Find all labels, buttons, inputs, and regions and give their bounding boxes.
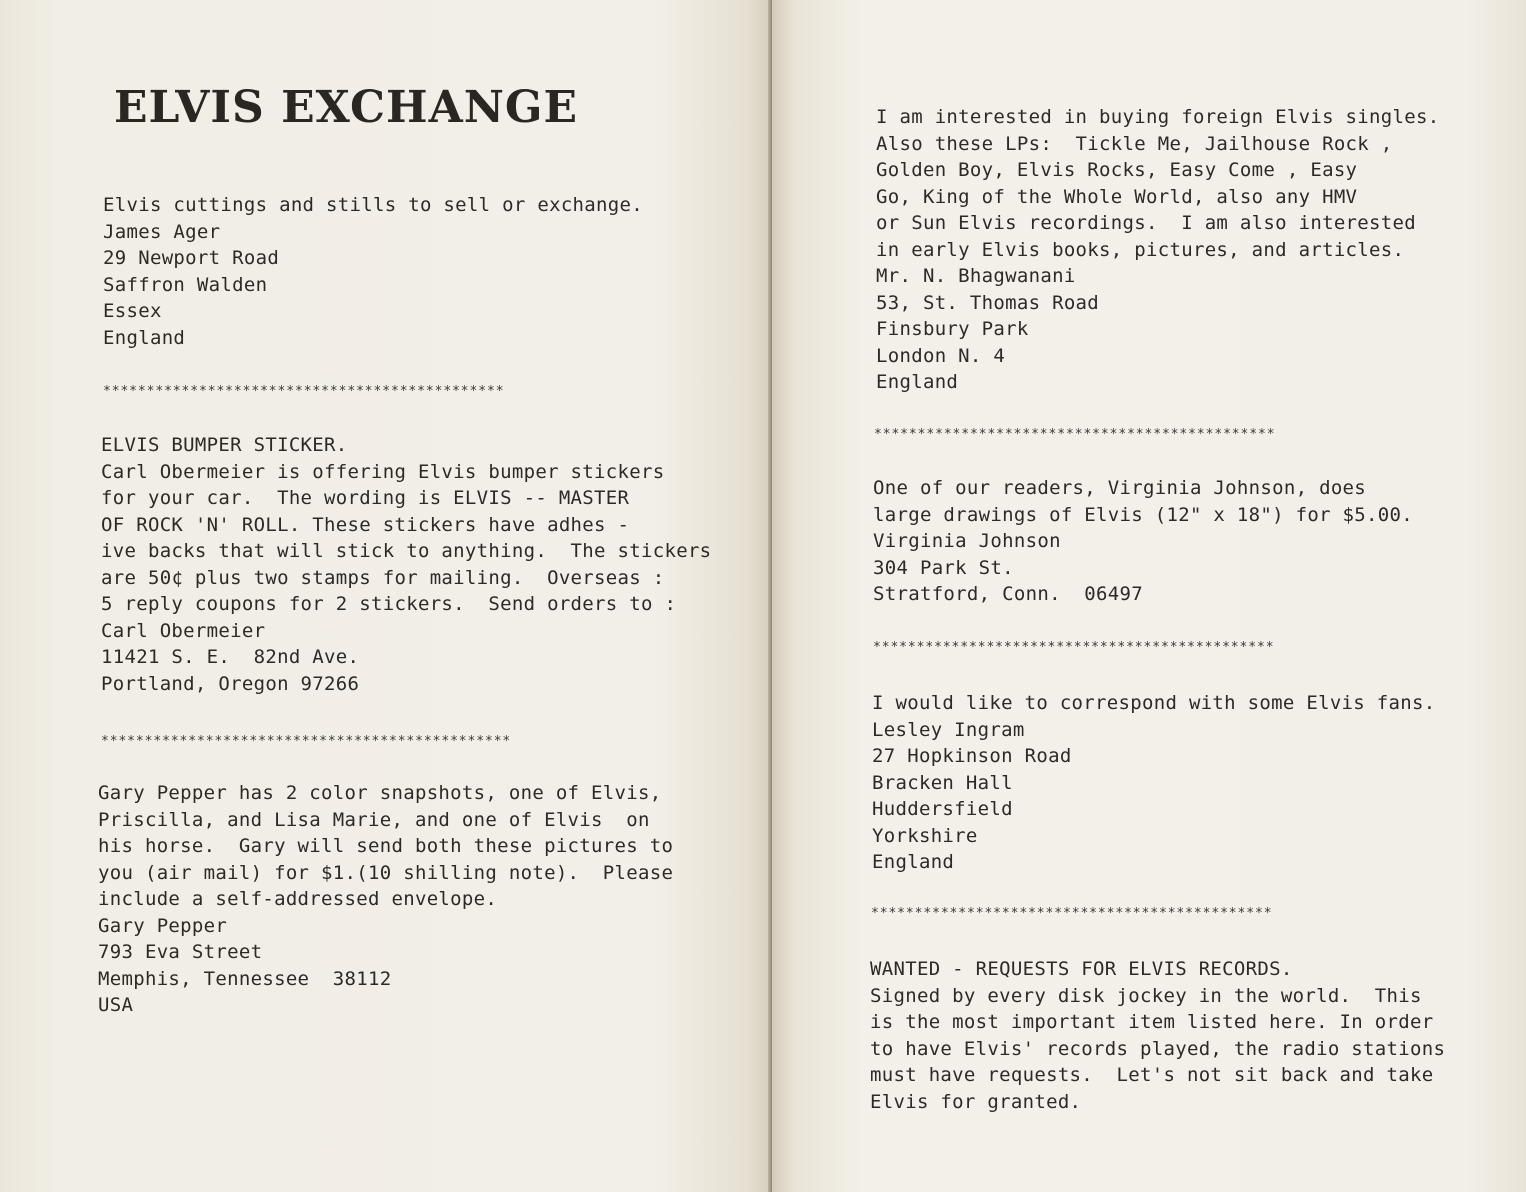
ad-line: 53, St. Thomas Road	[876, 291, 1100, 314]
ad-line: 5 reply coupons for 2 stickers. Send orders to :	[101, 593, 677, 615]
ad-line: Go, King of the Whole World, also any HMV	[876, 185, 1358, 208]
ad-line: in early Elvis books, pictures, and articles.	[876, 238, 1405, 261]
right-page	[772, 0, 1526, 1192]
ad-line: Gary Pepper	[98, 914, 228, 937]
ad-line: Carl Obermeier	[101, 619, 266, 642]
classified-ad-bumper-sticker	[101, 432, 711, 697]
ad-line: include a self-addressed envelope.	[98, 888, 498, 910]
ad-line: OF ROCK 'N' ROLL. These stickers have adhes -	[101, 513, 630, 536]
ad-line: Memphis, Tennessee 38112	[98, 967, 392, 990]
ad-line: 27 Hopkinson Road	[872, 745, 1072, 767]
ad-line: you (air mail) for $1.(10 shilling note). Please	[98, 861, 674, 884]
ad-line: Virginia Johnson	[873, 530, 1061, 552]
ad-line: Stratford, Conn. 06497	[873, 583, 1143, 605]
ad-line: his horse. Gary will send both these pictures to	[98, 835, 674, 857]
ad-line: Saffron Walden	[103, 273, 268, 296]
asterisk-divider: ***********************************************	[101, 734, 512, 749]
ad-line: USA	[98, 994, 134, 1016]
ad-line: are 50¢ plus two stamps for mailing. Overseas :	[101, 566, 665, 589]
ad-line: Gary Pepper has 2 color snapshots, one of Elvis,	[98, 782, 662, 804]
page-heading: ELVIS EXCHANGE	[114, 82, 579, 133]
ad-line: Portland, Oregon 97266	[101, 672, 360, 695]
ad-line: Priscilla, and Lisa Marie, and one of Elvis on	[98, 808, 650, 831]
classified-ad-virginia-johnson	[873, 475, 1413, 608]
ad-line: 29 Newport Road	[103, 247, 280, 269]
ad-line: ive backs that will stick to anything. The stickers	[101, 540, 712, 562]
ad-line: to have Elvis' records played, the radio stations	[870, 1037, 1446, 1060]
ad-line: is the most important item listed here. In order	[870, 1011, 1434, 1033]
ad-line: Yorkshire	[872, 824, 978, 847]
ad-line: Also these LPs: Tickle Me, Jailhouse Rock ,	[876, 132, 1393, 155]
asterisk-divider: **********************************************	[873, 640, 1275, 655]
ad-line: I would like to correspond with some Elvis fans.	[872, 692, 1436, 714]
ad-line: for your car. The wording is ELVIS -- MASTER	[101, 487, 630, 509]
ad-line: must have requests. Let's not sit back and take	[870, 1064, 1434, 1086]
ad-line: Carl Obermeier is offering Elvis bumper stickers	[101, 460, 665, 483]
asterisk-divider: **********************************************	[871, 906, 1273, 921]
ad-line: England	[103, 326, 186, 349]
ad-line: James Ager	[103, 220, 221, 243]
ad-line: Elvis cuttings and stills to sell or exchange.	[103, 194, 643, 216]
ad-line: Elvis for granted.	[870, 1090, 1082, 1113]
ad-line: England	[872, 851, 955, 873]
ad-line: I am interested in buying foreign Elvis singles.	[876, 106, 1440, 128]
ad-line: Bracken Hall	[872, 771, 1013, 794]
classified-ad-bhagwanani	[876, 104, 1439, 396]
ad-line: WANTED - REQUESTS FOR ELVIS RECORDS.	[870, 958, 1293, 980]
classified-ad-record-requests	[870, 956, 1445, 1115]
ad-line: or Sun Elvis recordings. I am also interested	[876, 212, 1416, 234]
classified-ad-lesley-ingram	[872, 690, 1435, 876]
ad-line: Mr. N. Bhagwanani	[876, 265, 1076, 287]
asterisk-divider: **********************************************	[874, 427, 1276, 442]
ad-line: ELVIS BUMPER STICKER.	[101, 434, 348, 456]
ad-line: Lesley Ingram	[872, 718, 1025, 741]
classified-ad-gary-pepper	[98, 780, 673, 1019]
ad-line: large drawings of Elvis (12" x 18") for $5.00.	[873, 503, 1413, 526]
asterisk-divider: **********************************************	[103, 384, 505, 399]
ad-line: Finsbury Park	[876, 318, 1029, 340]
ad-line: 793 Eva Street	[98, 941, 263, 963]
ad-line: Huddersfield	[872, 798, 1013, 820]
ad-line: Essex	[103, 300, 162, 322]
ad-line: Golden Boy, Elvis Rocks, Easy Come , Easy	[876, 159, 1358, 181]
ad-line: England	[876, 371, 959, 393]
ad-line: 11421 S. E. 82nd Ave.	[101, 646, 360, 668]
classified-ad-ager	[103, 192, 643, 351]
ad-line: London N. 4	[876, 344, 1006, 367]
ad-line: Signed by every disk jockey in the world. This	[870, 984, 1422, 1007]
ad-line: One of our readers, Virginia Johnson, does	[873, 477, 1367, 499]
ad-line: 304 Park St.	[873, 556, 1014, 579]
